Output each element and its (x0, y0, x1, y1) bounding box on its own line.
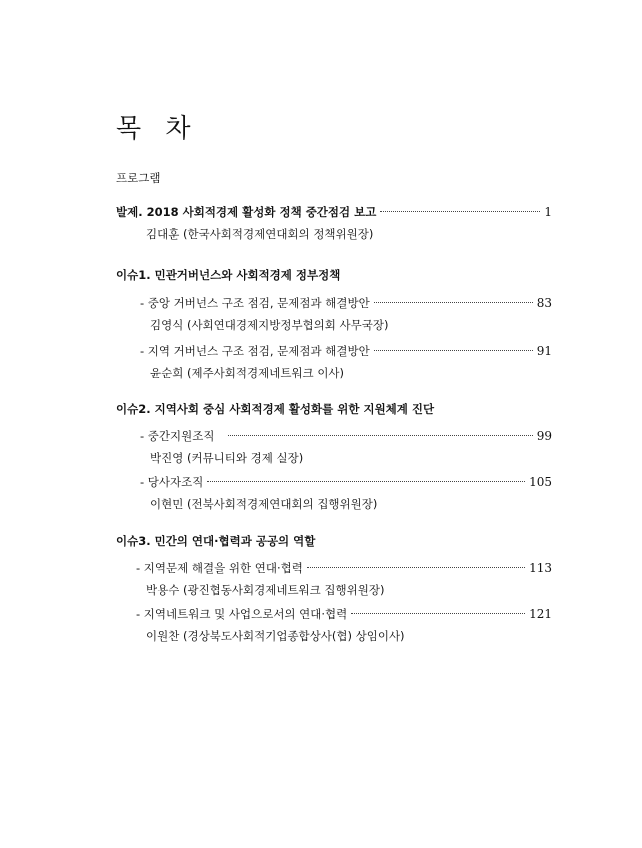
issue-heading: 이슈2. 지역사회 중심 사회적경제 활성화를 위한 지원체계 진단 (116, 402, 435, 416)
entry-author: 윤순희 (제주사회적경제네트워크 이사) (150, 366, 345, 380)
page-number: 83 (536, 296, 552, 310)
dot-leader (207, 481, 525, 482)
issue-2-section (116, 401, 552, 417)
issue-1-entry-1 (140, 295, 552, 333)
issue-heading: 이슈1. 민관거버넌스와 사회적경제 정부정책 (116, 268, 341, 282)
page-title: 목 차 (116, 114, 199, 144)
toc-entry[interactable] (140, 474, 552, 490)
issue-2-entry-1 (140, 428, 552, 466)
issue-2-entry-2 (140, 474, 552, 512)
entry-title: - 지역 거버넌스 구조 점검, 문제점과 해결방안 (140, 344, 370, 358)
issue-3-entry-1 (136, 560, 552, 598)
dot-leader (374, 350, 533, 351)
entry-title: - 중간지원조직 (140, 429, 215, 443)
toc-entry[interactable] (140, 343, 552, 359)
page-number: 99 (536, 429, 552, 443)
page-number: 1 (544, 205, 552, 219)
entry-title: - 중앙 거버넌스 구조 점검, 문제점과 해결방안 (140, 296, 370, 310)
issue-1-section (116, 267, 552, 283)
entry-title: 발제. 2018 사회적경제 활성화 정책 중간점검 보고 (116, 205, 377, 219)
entry-author: 이원찬 (경상북도사회적기업종합상사(협) 상임이사) (146, 629, 405, 643)
dot-leader (374, 302, 533, 303)
toc-entry[interactable] (136, 560, 552, 576)
entry-author: 박용수 (광진협동사회경제네트워크 집행위원장) (146, 583, 385, 597)
page-number: 113 (529, 561, 552, 575)
dot-leader (228, 435, 532, 436)
issue-heading: 이슈3. 민간의 연대·협력과 공공의 역할 (116, 534, 316, 548)
entry-title: - 당사자조직 (140, 475, 204, 489)
entry-author: 이현민 (전북사회적경제연대회의 집행위원장) (150, 497, 378, 511)
page-number: 91 (536, 344, 552, 358)
issue-3-entry-2 (136, 606, 552, 644)
dot-leader (351, 613, 525, 614)
issue-3-section (116, 533, 552, 549)
entry-author: 박진영 (커뮤니티와 경제 실장) (150, 451, 304, 465)
program-label: 프로그램 (116, 171, 161, 185)
toc-entry[interactable] (140, 295, 552, 311)
dot-leader (307, 567, 525, 568)
entry-author: 김영식 (사회연대경제지방정부협의회 사무국장) (150, 318, 389, 332)
entry-title: - 지역문제 해결을 위한 연대·협력 (136, 561, 303, 575)
page-number: 121 (529, 607, 552, 621)
toc-entry[interactable] (140, 428, 552, 444)
page-number: 105 (529, 475, 552, 489)
dot-leader (380, 211, 540, 212)
entry-title: - 지역네트워크 및 사업으로서의 연대·협력 (136, 607, 348, 621)
issue-1-entry-2 (140, 343, 552, 381)
entry-author: 김대훈 (한국사회적경제연대회의 정책위원장) (146, 227, 374, 241)
toc-entry[interactable] (136, 606, 552, 622)
keynote-section (116, 204, 552, 242)
toc-entry-keynote[interactable] (116, 204, 552, 220)
